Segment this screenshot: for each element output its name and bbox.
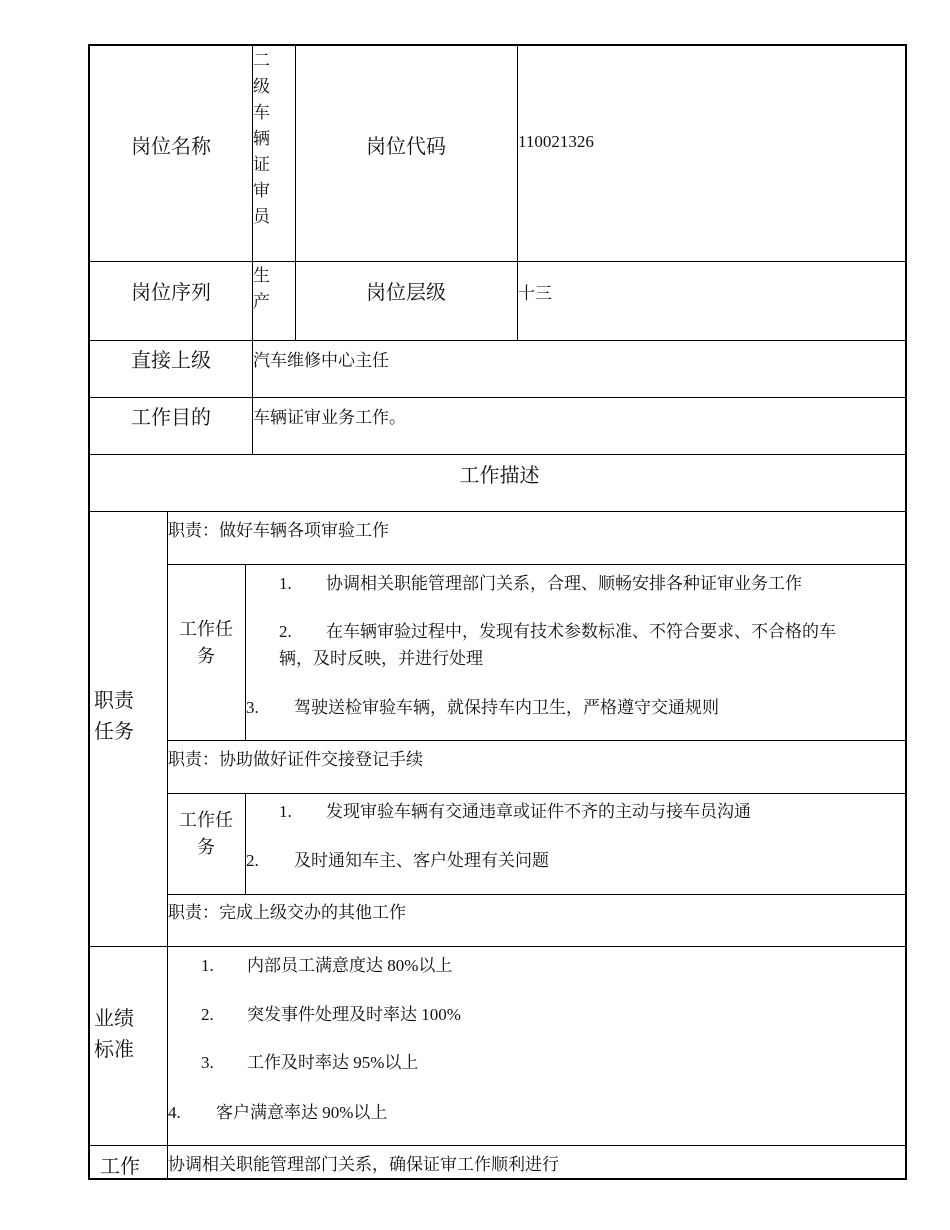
task-text: 协调相关职能管理部门关系，合理、顺畅安排各种证审业务工作 (326, 574, 802, 593)
row-divider (90, 261, 907, 262)
post-series-value: 生产 (253, 266, 270, 311)
task-item (279, 797, 751, 822)
purpose-label: 工作目的 (131, 407, 211, 429)
task-text: 发现审验车辆有交通违章或证件不齐的主动与接车员沟通 (326, 802, 751, 821)
row-divider (167, 564, 907, 565)
performance-text: 客户满意率达 90%以上 (216, 1103, 388, 1122)
row-divider (167, 894, 907, 895)
task-label-line1: 工作任 (179, 619, 233, 639)
task-label-line1: 工作任 (179, 810, 233, 830)
job-description-table (88, 44, 907, 1180)
performance-text: 工作及时率达 95%以上 (247, 1053, 419, 1072)
performance-text: 突发事件处理及时率达 100% (247, 1005, 461, 1024)
post-name-value: 二级车辆证审员 (253, 51, 270, 226)
performance-number: 1. (201, 956, 214, 975)
row-divider (167, 740, 907, 741)
performance-number: 4. (168, 1103, 181, 1122)
duty-title: 职责：协助做好证件交接登记手续 (168, 750, 423, 769)
row-divider (90, 340, 907, 341)
superior-value: 汽车维修中心主任 (253, 351, 389, 370)
task-label (167, 807, 245, 861)
performance-item (201, 951, 452, 976)
purpose-value: 车辆证审业务工作。 (253, 408, 406, 427)
duties-label-line1: 职责 (94, 690, 134, 712)
row-divider (167, 793, 907, 794)
superior-label: 直接上级 (131, 350, 211, 372)
task-number: 1. (279, 574, 292, 593)
last-row-value: 协调相关职能管理部门关系，确保证审工作顺利进行 (168, 1155, 559, 1174)
post-level-label: 岗位层级 (366, 282, 446, 304)
performance-number: 3. (201, 1053, 214, 1072)
task-item (279, 618, 836, 672)
row-divider (90, 454, 907, 455)
task-label (167, 616, 245, 670)
task-label-line2: 务 (197, 646, 215, 666)
performance-text: 内部员工满意度达 80%以上 (247, 956, 453, 975)
task-text: 驾驶送检审验车辆，就保持车内卫生，严格遵守交通规则 (294, 698, 719, 717)
performance-item (201, 1048, 418, 1073)
duties-label (94, 686, 154, 748)
task-number: 2. (279, 622, 292, 641)
post-level-value: 十三 (518, 284, 552, 303)
row-divider (90, 511, 907, 512)
task-text-continued: 辆，及时反映，并进行处理 (279, 649, 483, 668)
row-divider (90, 397, 907, 398)
task-item (279, 569, 802, 594)
post-name-label: 岗位名称 (131, 136, 211, 158)
task-number: 2. (246, 851, 259, 870)
performance-item (201, 1000, 461, 1025)
duty-title: 职责：完成上级交办的其他工作 (168, 903, 406, 922)
duties-label-line2: 任务 (94, 721, 134, 743)
performance-label (94, 1004, 154, 1066)
row-divider (90, 946, 907, 947)
task-label-line2: 务 (197, 837, 215, 857)
post-series-label: 岗位序列 (131, 282, 211, 304)
task-text: 在车辆审验过程中，发现有技术参数标准、不符合要求、不合格的车 (326, 622, 836, 641)
last-row-label: 工作 (100, 1156, 140, 1178)
duty-title: 职责：做好车辆各项审验工作 (168, 521, 389, 540)
task-number: 3. (246, 698, 259, 717)
performance-label-line2: 标准 (94, 1039, 134, 1061)
performance-label-line1: 业绩 (94, 1008, 134, 1030)
performance-item (168, 1098, 387, 1123)
task-item (246, 693, 719, 718)
description-title: 工作描述 (459, 465, 540, 487)
row-divider (90, 1145, 907, 1146)
task-item (246, 846, 549, 871)
post-code-value: 110021326 (518, 132, 594, 151)
post-code-label: 岗位代码 (366, 136, 446, 158)
column-divider (245, 793, 246, 894)
task-text: 及时通知车主、客户处理有关问题 (294, 851, 549, 870)
task-number: 1. (279, 802, 292, 821)
performance-number: 2. (201, 1005, 214, 1024)
